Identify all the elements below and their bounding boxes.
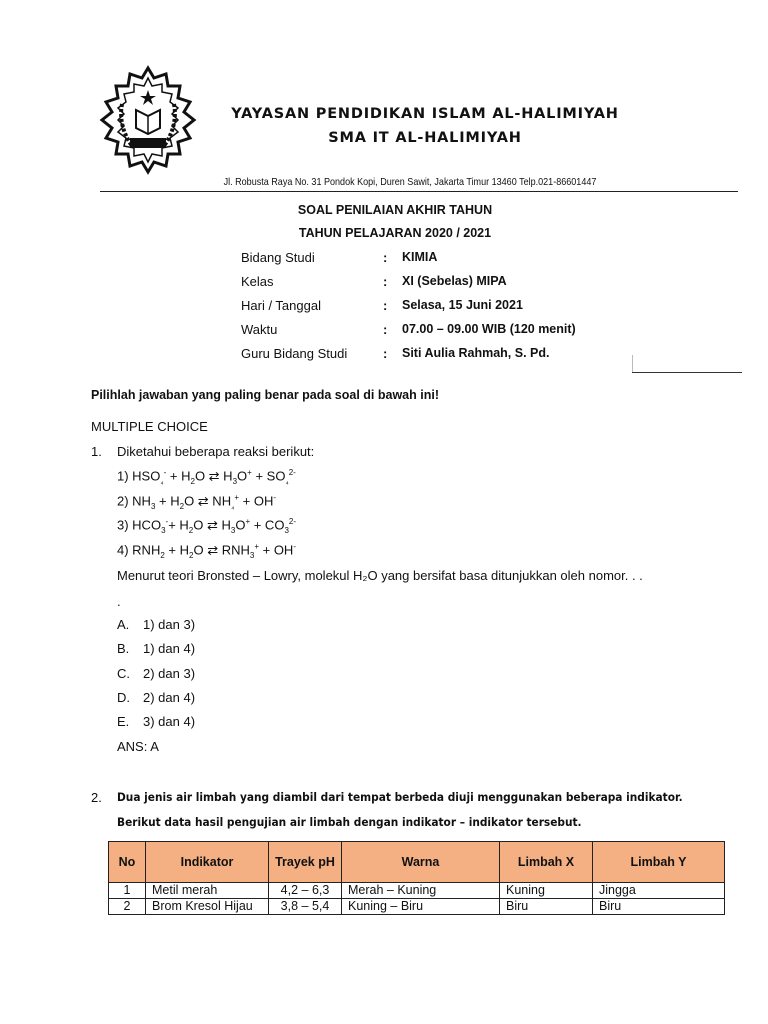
reaction-4: 4) $RNH_2 + H_2O$ ⇄ $RNH_3^+ + OH^-$: [117, 542, 296, 560]
info-colon: :: [383, 250, 388, 265]
question-text: Menurut teori Bronsted – Lowry, molekul H₂O yang bersifat basa ditunjukkan oleh nomor. . .: [117, 568, 643, 583]
column-header: Limbah Y: [593, 842, 725, 883]
column-header: Limbah X: [500, 842, 593, 883]
table-cell: 4,2 – 6,3: [269, 883, 342, 899]
table-cell: Merah – Kuning: [342, 883, 500, 899]
section-title: MULTIPLE CHOICE: [91, 419, 208, 434]
info-label: Waktu: [241, 322, 278, 337]
table-cell: 2: [109, 899, 146, 915]
info-value: Siti Aulia Rahmah, S. Pd.: [402, 346, 550, 360]
column-header: Trayek pH: [269, 842, 342, 883]
question-number: 2.: [91, 790, 102, 805]
info-label: Guru Bidang Studi: [241, 346, 348, 361]
option-text: 1) dan 4): [143, 641, 196, 656]
info-divider: [632, 372, 742, 373]
info-colon: :: [383, 274, 388, 289]
column-header: Indikator: [146, 842, 269, 883]
reaction-3: 3) $HCO_3^-+ H_2O$ ⇄ $H_3O^+ + CO_3^{2-}$: [117, 517, 297, 535]
info-value: Selasa, 15 Juni 2021: [402, 298, 523, 312]
table-cell: Kuning – Biru: [342, 899, 500, 915]
info-colon: :: [383, 322, 388, 337]
info-label: Hari / Tanggal: [241, 298, 321, 313]
option-text: 3) dan 4): [143, 714, 196, 729]
question-text-tail: .: [117, 594, 121, 609]
info-label: Kelas: [241, 274, 274, 289]
question-stem-line2: Berikut data hasil pengujian air limbah dengan indikator – indikator tersebut.: [117, 815, 582, 829]
info-value: 07.00 – 09.00 WIB (120 menit): [402, 322, 576, 336]
instruction: Pilihlah jawaban yang paling benar pada soal di bawah ini!: [91, 388, 439, 402]
table-cell: Biru: [500, 899, 593, 915]
info-label: Bidang Studi: [241, 250, 315, 265]
option-text: 1) dan 3): [143, 617, 196, 632]
table-cell: 1: [109, 883, 146, 899]
table-cell: Kuning: [500, 883, 593, 899]
option-text: 2) dan 3): [143, 666, 196, 681]
school-name: SMA IT AL-HALIMIYAH: [328, 130, 522, 146]
header-divider: [100, 191, 738, 192]
info-value: XI (Sebelas) MIPA: [402, 274, 507, 288]
table-row: [109, 899, 725, 915]
question-stem: Diketahui beberapa reaksi berikut:: [117, 444, 315, 459]
option-letter: C.: [117, 666, 130, 681]
table-cell: Jingga: [593, 883, 725, 899]
info-colon: :: [383, 298, 388, 313]
exam-year: TAHUN PELAJARAN 2020 / 2021: [298, 226, 492, 240]
column-header: Warna: [342, 842, 500, 883]
table-cell: 3,8 – 5,4: [269, 899, 342, 915]
table-cell: Metil merah: [146, 883, 269, 899]
reaction-1: 1) $HSO_{_4}^- + H_2O$ ⇄ $H_3O^+ + SO_{_4}^{2-}$: [117, 468, 296, 486]
option-letter: B.: [117, 641, 130, 656]
option-letter: D.: [117, 690, 130, 705]
reaction-2: 2) $NH_3 + H_2O$ ⇄ $NH_{_4}^+ + OH^-$: [117, 493, 277, 511]
info-colon: :: [383, 346, 388, 361]
question-number: 1.: [91, 444, 102, 459]
table-cell: Biru: [593, 899, 725, 915]
school-address: Jl. Robusta Raya No. 31 Pondok Kopi, Duren Sawit, Jakarta Timur 13460 Telp.021-86601447: [223, 176, 597, 188]
info-value: KIMIA: [402, 250, 438, 264]
option-letter: E.: [117, 714, 130, 729]
school-logo: [92, 64, 204, 176]
table-row: [109, 883, 725, 899]
option-text: 2) dan 4): [143, 690, 196, 705]
table-header-row: [109, 842, 725, 883]
option-letter: A.: [117, 617, 130, 632]
exam-title: SOAL PENILAIAN AKHIR TAHUN: [297, 203, 493, 217]
answer-key: ANS: A: [117, 739, 159, 754]
table-cell: Brom Kresol Hijau: [146, 899, 269, 915]
organization-name: YAYASAN PENDIDIKAN ISLAM AL-HALIMIYAH: [231, 106, 619, 122]
indicator-table: [108, 841, 725, 915]
question-stem: Dua jenis air limbah yang diambil dari tempat berbeda diuji menggunakan beberapa indikator.: [117, 790, 683, 804]
column-header: No: [109, 842, 146, 883]
info-divider-tick: [632, 355, 633, 373]
